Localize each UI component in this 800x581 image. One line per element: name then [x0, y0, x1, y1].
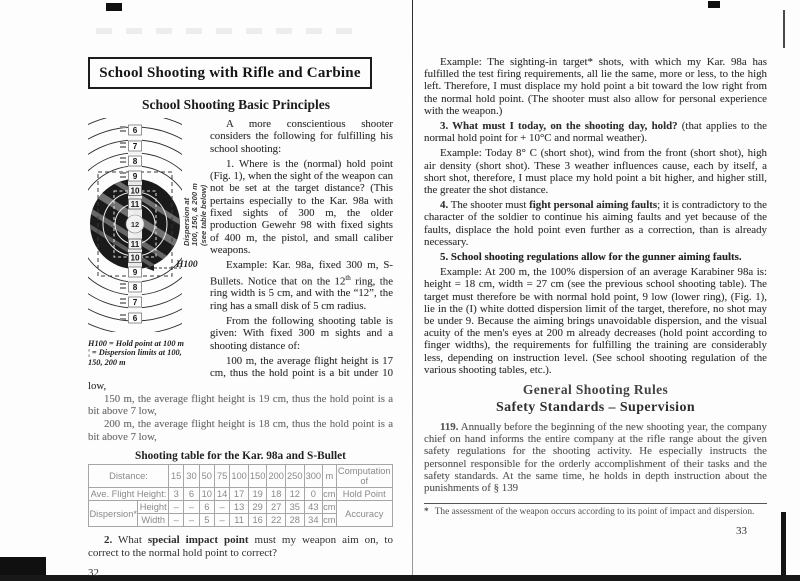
- table-cell: 14: [214, 488, 229, 501]
- hold-point-label: H100: [176, 260, 198, 270]
- paragraph: [424, 421, 767, 494]
- paragraph-text: Annually before the beginning of the new shooting year, the company chief on hand informs the entire company at the rifle range about the given safety regulations for the shooting activity. He especially instructs the personnel responsible for the orderly accomplishment of their tasks and the safety standards. At the same time, he holds in depth instruction about the punishments of § 139: [424, 421, 767, 495]
- table-cell: –: [184, 501, 199, 514]
- table-cell: 300: [304, 465, 323, 488]
- rules-heading: General Shooting Rules: [522, 382, 669, 398]
- table-cell: –: [168, 501, 183, 514]
- scan-artifact: [708, 1, 720, 8]
- footnote: [424, 503, 767, 518]
- table-cell: Distance:: [89, 465, 169, 488]
- table-cell: cm: [323, 515, 336, 526]
- table-cell: 6: [184, 488, 199, 501]
- table-title: Shooting table for the Kar. 98a and S-Bullet: [135, 450, 346, 463]
- paragraph-bold: 4.: [440, 199, 449, 212]
- figure-1-target: [88, 118, 208, 367]
- table-cell: –: [168, 514, 183, 527]
- table-cell: 28: [285, 514, 304, 527]
- table-cell: 10: [199, 488, 214, 501]
- rotated-label-line: Dispersion at: [182, 197, 191, 246]
- table-cell: 5: [199, 514, 214, 527]
- table-cell: Width: [138, 514, 169, 527]
- scan-artifact: [0, 557, 46, 576]
- table-cell: 27: [267, 501, 286, 514]
- figure-caption-line: ¦ = Dispersion limits at 100,: [88, 348, 182, 358]
- safety-heading: Safety Standards – Supervision: [495, 400, 696, 416]
- svg-text:10: 10: [130, 186, 140, 196]
- svg-text:10: 10: [130, 253, 140, 263]
- table-row-flight-height: [89, 488, 393, 501]
- section-heading: School Shooting Basic Principles: [142, 97, 330, 112]
- table-cell: 12: [285, 488, 304, 501]
- paragraph-bold: 119.: [440, 421, 459, 434]
- paragraph-bold: fight personal aiming faults: [529, 199, 658, 212]
- question-bold: special impact point: [147, 534, 249, 547]
- figure-caption-line: 150, 200 m: [88, 357, 126, 367]
- figure-rotated-label: [183, 166, 208, 246]
- table-row-dispersion-height: [89, 501, 393, 514]
- left-page-body: [88, 118, 393, 579]
- left-page: [88, 57, 393, 579]
- svg-text:11: 11: [130, 240, 140, 249]
- table-cell: 34: [304, 514, 323, 527]
- table-cell: Height: [139, 502, 167, 513]
- figure-caption: [88, 339, 208, 367]
- table-cell: 43: [304, 501, 323, 514]
- paragraph: Example: Today 8° C (short shot), wind from the front (short shot), high air density (short shot). These 3 weather influences cause, each by itself, a short shot, therefore, I must place my hold point a bit higher, and higher still, the greater the shot distance.: [424, 147, 767, 197]
- paragraph-bold: 3. What must I today, on the shooting day, hold?: [440, 120, 678, 133]
- svg-text:9: 9: [132, 172, 138, 181]
- table-cell: 22: [267, 514, 286, 527]
- svg-text:6: 6: [132, 126, 138, 135]
- svg-text:11: 11: [130, 200, 140, 209]
- paragraph-text: Example: Kar. 98a, fixed 300 m, S-Bullets. Notice that on the 12: [210, 259, 393, 288]
- question-text: What: [112, 534, 148, 547]
- svg-text:9: 9: [132, 268, 138, 277]
- table-cell: 18: [267, 488, 286, 501]
- center-ring-number: 12: [130, 220, 140, 229]
- question-number: 2.: [104, 534, 113, 547]
- svg-text:6: 6: [132, 314, 138, 323]
- paragraph-text: ; it is contradictory to the character of the soldier to continue his aiming faults and yet because of the faults, displace the hold point even further as a correction, than is already necessary.: [424, 199, 768, 248]
- table-cell: 150: [248, 465, 267, 488]
- footnote-marker: *: [424, 507, 429, 518]
- table-cell: 200: [267, 465, 286, 488]
- paragraph-text: (that applies to the normal hold point for + 10°C and normal weather).: [424, 120, 767, 145]
- scan-artifact: [781, 512, 786, 576]
- shooting-table: [88, 464, 393, 527]
- chapter-title: School Shooting with Rifle and Carbine: [99, 65, 361, 81]
- paragraph: Example: The sighting-in target* shots, with which my Kar. 98a has fulfilled the test firing requirements, all lie the same, more or less, to the high left. Therefore, I must displace my hold point a bit toward the low right from the normal hold point. (The shooter must also allow for personal experience with the weapon.): [424, 56, 767, 117]
- paragraph: 200 m, the average flight height is 18 cm, thus the hold point is a bit above 7 low,: [88, 418, 393, 443]
- table-cell: 0: [304, 488, 323, 501]
- scan-artifact: [96, 28, 356, 34]
- scan-artifact: [783, 10, 785, 48]
- table-cell: –: [214, 501, 229, 514]
- paragraph: 150 m, the average flight height is 19 cm, thus the hold point is a bit above 7 low,: [88, 392, 393, 418]
- table-cell: 29: [248, 501, 267, 514]
- rotated-label-line: 100, 150, & 200 m: [190, 183, 200, 246]
- table-cell: 19: [248, 488, 267, 501]
- table-cell: 6: [199, 501, 214, 514]
- table-cell: Hold Point: [336, 488, 392, 501]
- table-cell: 250: [285, 465, 304, 488]
- page-gutter-line: [412, 0, 413, 576]
- footnote-text: The assessment of the weapon occurs according to its point of impact and dispersion.: [434, 507, 755, 518]
- table-cell: 11: [230, 514, 249, 527]
- table-cell: 15: [168, 465, 183, 488]
- table-cell: –: [184, 514, 199, 527]
- paragraph: Example: At 200 m, the 100% dispersion of an average Karabiner 98a is: height = 18 cm, width = 27 cm (see the previous school shooting table). The target must therefore be with normal hold point, 9 low (lower ring), (Fig. 1), lie in the (I) white dotted dispersion limit of the target, therefore, no shot may be under 9. Because the aiming brings unavoidable dispersion, and the visual acuity of the men's eyes at 200 m already decreases (hold point according to finger widths), the requirements for fulfilling the training are considerably less, depending on instruction level. (See school shooting regulation of the various shooting tables, etc.).: [424, 266, 767, 376]
- table-cell: cm: [323, 502, 336, 513]
- table-cell: 13: [230, 501, 249, 514]
- scan-artifact: [106, 3, 122, 11]
- table-cell: Ave. Flight Height:: [89, 488, 169, 501]
- table-cell: cm: [323, 489, 336, 500]
- svg-text:7: 7: [132, 142, 138, 151]
- table-cell: –: [214, 514, 229, 527]
- chapter-title-box: [88, 57, 372, 89]
- svg-text:8: 8: [132, 283, 138, 292]
- right-page: [424, 56, 767, 537]
- table-cell: 17: [230, 488, 249, 501]
- table-row-distance: [89, 465, 393, 488]
- svg-text:7: 7: [132, 298, 138, 307]
- question-text: must my weapon aim on, to correct to the normal hold point to correct?: [88, 534, 393, 560]
- table-cell: Dispersion*: [89, 501, 138, 527]
- page-number-left: 32: [88, 567, 99, 580]
- paragraph-text: ring, the ring width is 5 cm, and with the “12”, the ring has a small disk of 5 cm radius.: [210, 275, 393, 312]
- table-cell: 50: [199, 465, 214, 488]
- paragraph: From the following shooting table is given: With fixed 300 m sights and a shooting distance of:: [210, 315, 393, 352]
- paragraph: 100 m, the average flight height is 17 cm, thus the hold point is a bit under 10 low,: [88, 354, 393, 392]
- table-cell: 30: [184, 465, 199, 488]
- page-number-right: 33: [736, 524, 747, 537]
- paragraph: A more conscientious shooter considers the following for fulfilling his school shooting:: [210, 118, 393, 155]
- table-cell: m: [323, 465, 336, 488]
- table-cell: Computation of: [337, 466, 391, 487]
- paragraph-text: The shooter must: [448, 199, 530, 212]
- paragraph: 1. Where is the (normal) hold point (Fig. 1), when the sight of the weapon can not be set at the target distance? (This pertains especially to the Kar. 98a with fixed sights of 300 m, the older production Gewehr 98 with fixed sights of 400 m, the pistol, and small caliber weapons.: [210, 157, 393, 256]
- question-paragraph: [88, 534, 393, 560]
- table-cell: 35: [285, 501, 304, 514]
- paragraph: 5. School shooting regulations allow for the gunner aiming faults.: [440, 251, 742, 264]
- svg-text:8: 8: [132, 157, 138, 166]
- table-cell: 3: [168, 488, 183, 501]
- table-cell: 16: [248, 514, 267, 527]
- paragraph: [424, 199, 767, 248]
- superscript: th: [345, 273, 351, 282]
- table-cell: 100: [230, 465, 249, 488]
- paragraph: [424, 120, 767, 144]
- table-cell: Accuracy: [336, 501, 392, 527]
- figure-caption-line: H100 = Hold point at 100 m: [88, 339, 185, 348]
- table-cell: 75: [214, 465, 229, 488]
- target-diagram: [88, 118, 182, 332]
- rotated-label-line: (see table below): [198, 184, 208, 246]
